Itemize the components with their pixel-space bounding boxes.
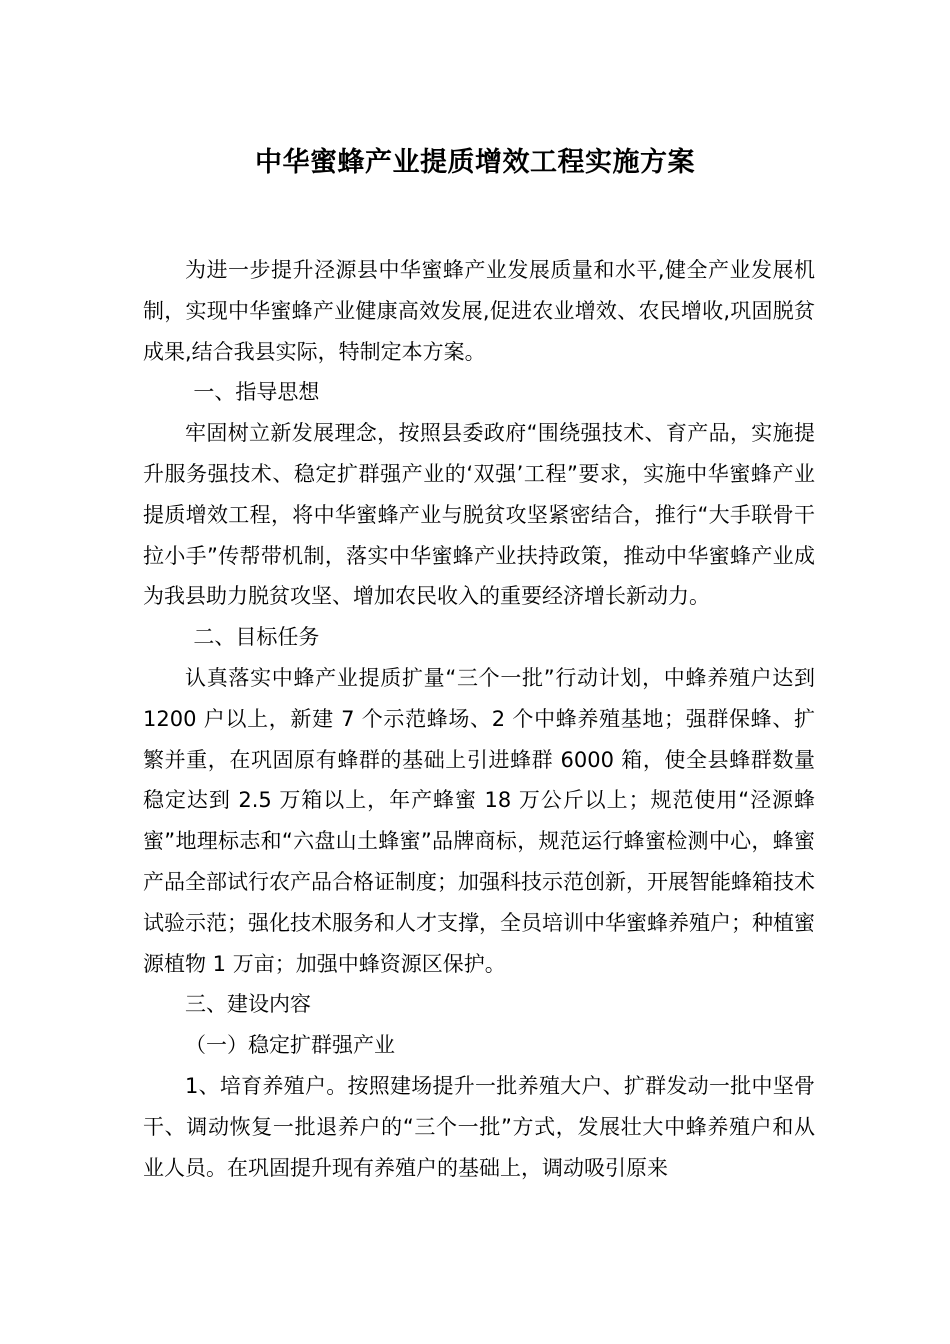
section-2-heading: 二、目标任务 (193, 625, 320, 650)
subsection-1-item-1: 1、培育养殖户。按照建场提升一批养殖大户、扩群发动一批中坚骨干、调动恢复一批退养户的“三个一批”方式，发展壮大中蜂养殖户和从业人员。在巩固提升现有养殖户的基础上，调动吸引原来 (143, 1073, 815, 1180)
intro-paragraph: 为进一步提升泾源县中华蜜蜂产业发展质量和水平,健全产业发展机制，实现中华蜜蜂产业健康高效发展,促进农业增效、农民增收,巩固脱贫成果,结合我县实际，特制定本方案。 (143, 258, 815, 364)
section-3-heading: 三、建设内容 (185, 992, 311, 1017)
document-title: 中华蜜蜂产业提质增效工程实施方案 (255, 147, 695, 178)
section-2-paragraph: 认真落实中蜂产业提质扩量“三个一批”行动计划，中蜂养殖户达到 1200 户以上，新建 7 个示范蜂场、2 个中蜂养殖基地；强群保蜂、扩繁并重，在巩固原有蜂群的基础上引进蜂群 6000 箱，使全县蜂群数量稳定达到 2.5 万箱以上，年产蜂蜜 18 万公斤以上；规范使用“泾源蜂蜜”地理标志和“六盘山土蜂蜜”品牌商标，规范运行蜂蜜检测中心，蜂蜜产品全部试行农产品合格证制度；加强科技示范创新，开展智能蜂箱技术试验示范；强化技术服务和人才支撑，全员培训中华蜜蜂养殖户；种植蜜源植物 1 万亩；加强中蜂资源区保护。 (143, 665, 815, 976)
document-body (143, 250, 815, 1188)
section-1-paragraph: 牢固树立新发展理念，按照县委政府“围绕强技术、育产品，实施提升服务强技术、稳定扩群强产业的‘双强’工程”要求，实施中华蜜蜂产业提质增效工程，将中华蜜蜂产业与脱贫攻坚紧密结合，推行“大手联骨干拉小手”传帮带机制，落实中华蜜蜂产业扶持政策，推动中华蜜蜂产业成为我县助力脱贫攻坚、增加农民收入的重要经济增长新动力。 (143, 421, 815, 609)
subsection-1-heading: （一）稳定扩群强产业 (185, 1033, 395, 1058)
section-1-heading: 一、指导思想 (193, 380, 320, 405)
